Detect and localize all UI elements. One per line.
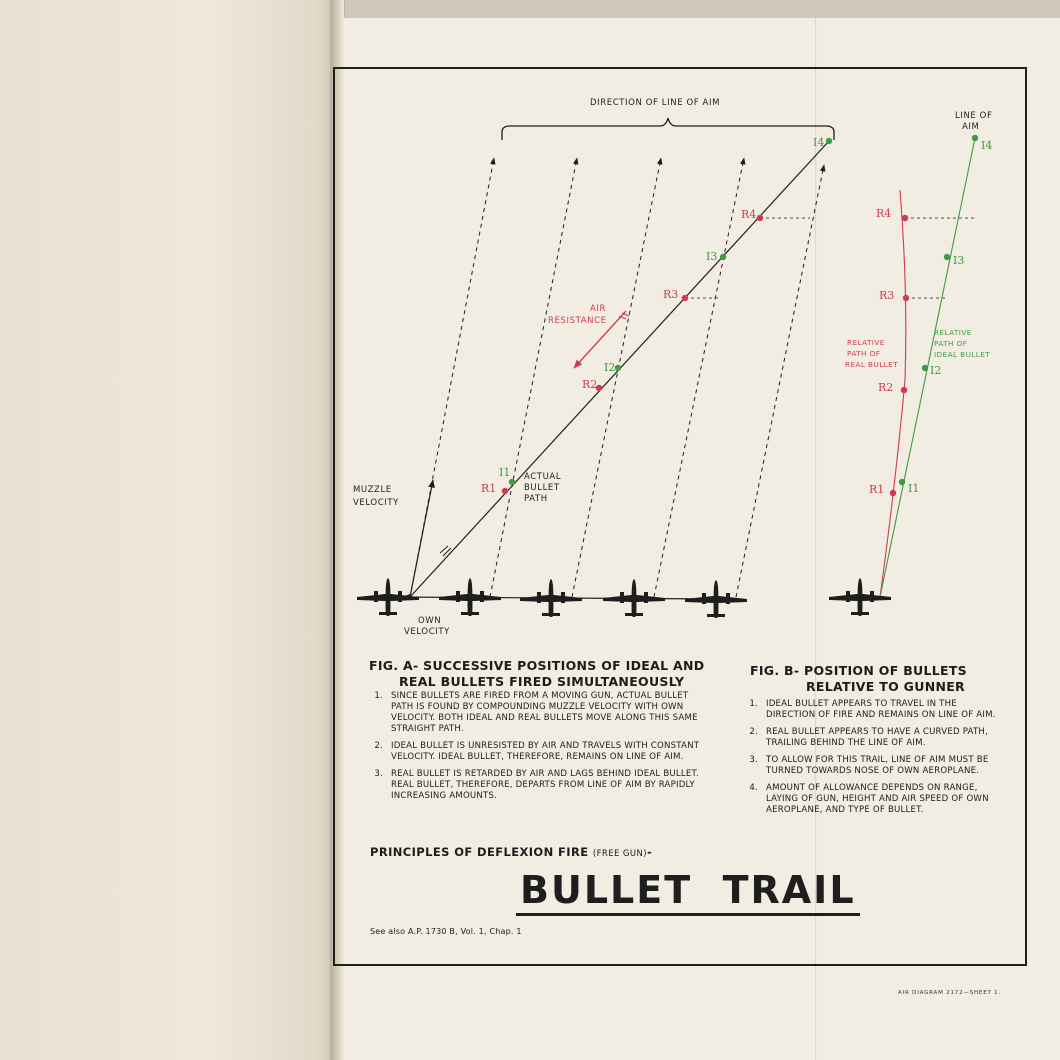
aeroplane-icon xyxy=(357,578,419,616)
fig-b-r3-label: R3 xyxy=(879,289,895,302)
fig-a-item-1: 1. SINCE BULLETS ARE FIRED FROM A MOVING GUN, ACTUAL BULLET PATH IS FOUND BY COMPOUNDING MUZZLE VELOCITY WITH OWN VELOCITY. BOTH IDEAL AND REAL BULLETS MOVE ALONG THIS SAME STRAIGHT PATH. xyxy=(374,691,698,734)
fig-b-section xyxy=(750,663,990,695)
muzzle-velocity-label-1: MUZZLE xyxy=(353,485,392,495)
relative-real-label-2: PATH OF xyxy=(847,349,881,358)
fig-b-r4-label: R4 xyxy=(876,207,892,220)
fig-a-list xyxy=(365,691,713,808)
own-velocity-label-1: OWN xyxy=(418,616,442,626)
fig-a-i4-label: I4 xyxy=(813,136,825,149)
aeroplane-icon xyxy=(520,579,582,617)
fig-a-title-2: REAL BULLETS FIRED SIMULTANEOUSLY xyxy=(399,674,685,689)
fig-b-r1-label: R1 xyxy=(869,483,885,496)
offset-dashes xyxy=(685,218,975,298)
fig-a-i2-label: I2 xyxy=(604,361,616,374)
fig-b-i3-label: I3 xyxy=(953,254,965,267)
dashed-aim-lines xyxy=(410,158,824,597)
fig-a-r4-label: R4 xyxy=(741,208,757,221)
air-resistance-label-1: AIR xyxy=(590,304,607,314)
footer-sheet: AIR DIAGRAM 2172—SHEET 1. xyxy=(898,990,1002,996)
fig-a-item-2: 2. IDEAL BULLET IS UNRESISTED BY AIR AND TRAVELS WITH CONSTANT VELOCITY. IDEAL BULLET, THEREFORE, REMAINS ON LINE OF AIM. xyxy=(374,741,700,762)
fig-b-r2-label: R2 xyxy=(878,381,894,394)
see-also: See also A.P. 1730 B, Vol. 1, Chap. 1 xyxy=(370,927,522,936)
fig-a-section xyxy=(369,658,714,690)
fig-a-title-1: FIG. A- SUCCESSIVE POSITIONS OF IDEAL AND xyxy=(369,658,705,673)
fig-a-r3-label: R3 xyxy=(663,288,679,301)
big-title: BULLET TRAIL xyxy=(520,868,856,912)
relative-ideal-label-1: RELATIVE xyxy=(934,328,972,337)
principles-dash: - xyxy=(646,845,653,859)
aeroplane-icon xyxy=(603,579,665,617)
principles-main: PRINCIPLES OF DEFLEXION FIRE xyxy=(370,845,589,859)
fig-a-i1-label: I1 xyxy=(499,466,511,479)
fig-b-list xyxy=(740,699,1002,822)
fig-b-item-1: 1. IDEAL BULLET APPEARS TO TRAVEL IN THE DIRECTION OF FIRE AND REMAINS ON LINE OF AIM. xyxy=(749,699,996,720)
fig-a-r1-label: R1 xyxy=(481,482,497,495)
actual-path-label-3: PATH xyxy=(524,494,548,504)
fig-b-item-4: 4. AMOUNT OF ALLOWANCE DEPENDS ON RANGE, LAYING OF GUN, HEIGHT AND AIR SPEED OF OWN AEROPLANE, AND TYPE OF BULLET. xyxy=(749,783,989,815)
relative-real-label-3: REAL BULLET xyxy=(845,360,899,369)
own-velocity-label-2: VELOCITY xyxy=(404,627,450,637)
actual-path-label-1: ACTUAL xyxy=(524,472,562,482)
principles-line xyxy=(370,845,652,859)
aeroplane-icon xyxy=(685,580,747,618)
actual-path-label-2: BULLET xyxy=(524,483,560,493)
fig-b-i4-label: I4 xyxy=(981,139,993,152)
muzzle-velocity-label-2: VELOCITY xyxy=(353,498,399,508)
principles-small: (FREE GUN) xyxy=(592,849,647,859)
muzzle-velocity-vector xyxy=(410,480,433,597)
direction-label: DIRECTION OF LINE OF AIM xyxy=(590,98,721,108)
fig-b-item-2: 2. REAL BULLET APPEARS TO HAVE A CURVED PATH, TRAILING BEHIND THE LINE OF AIM. xyxy=(749,727,989,748)
fig-b-title-2: RELATIVE TO GUNNER xyxy=(806,679,965,694)
air-resistance-label-2: RESISTANCE xyxy=(548,316,607,326)
direction-bracket xyxy=(502,118,834,140)
fig-b-i1-label: I1 xyxy=(908,482,920,495)
relative-ideal-label-2: PATH OF xyxy=(934,339,968,348)
line-of-aim-label-1: LINE OF xyxy=(955,111,993,121)
relative-ideal-label-3: IDEAL BULLET xyxy=(934,350,991,359)
fig-a-r2-label: R2 xyxy=(582,378,598,391)
fig-b-i2-label: I2 xyxy=(930,364,942,377)
fig-a-i3-label: I3 xyxy=(706,250,718,263)
line-of-aim-label-2: AIM xyxy=(962,122,980,132)
fig-b-title-1: FIG. B- POSITION OF BULLETS xyxy=(750,663,967,678)
fig-b-item-3: 3. TO ALLOW FOR THIS TRAIL, LINE OF AIM MUST BE TURNED TOWARDS NOSE OF OWN AEROPLANE. xyxy=(749,755,989,776)
relative-real-label-1: RELATIVE xyxy=(847,338,885,347)
aeroplane-icon xyxy=(439,578,501,616)
fig-a-item-3: 3. REAL BULLET IS RETARDED BY AIR AND LAGS BEHIND IDEAL BULLET. REAL BULLET, THEREFORE, DEPARTS FROM LINE OF AIM BY RAPIDLY INCREASING AMOUNTS. xyxy=(374,769,699,801)
